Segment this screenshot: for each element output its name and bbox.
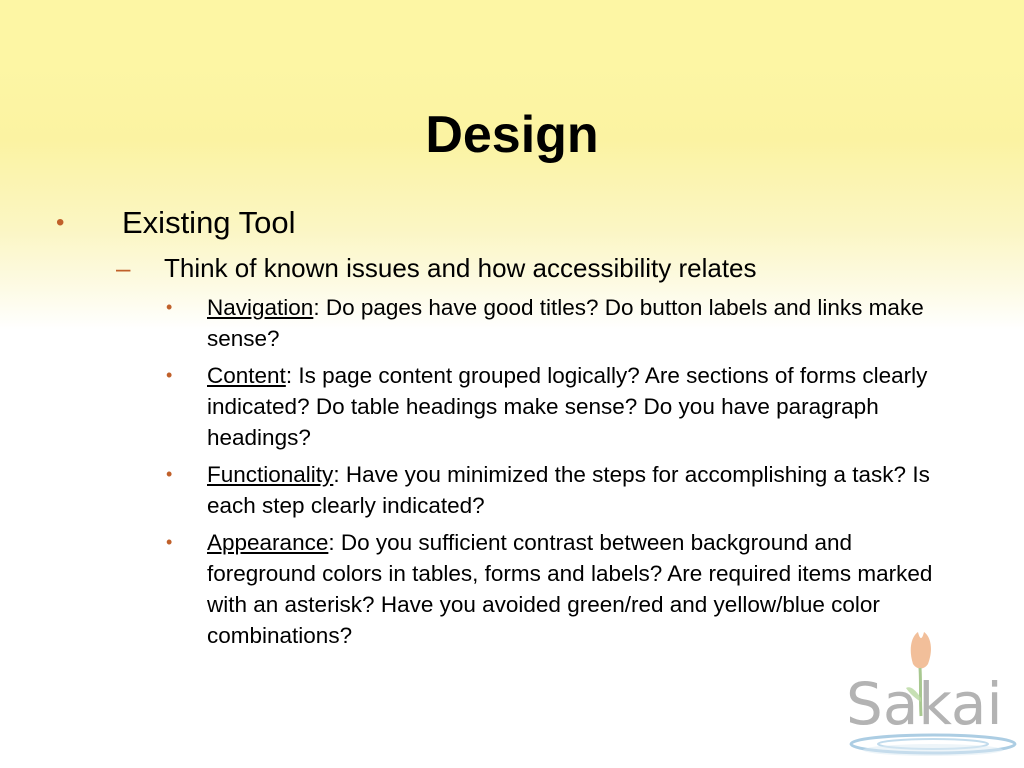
bullet-level1-text: Existing Tool [122, 205, 296, 240]
logo-text: Sakai [846, 670, 1003, 738]
dash-marker: – [116, 253, 131, 283]
list-item-content [166, 360, 966, 453]
sakai-logo [838, 628, 1018, 760]
bullet-marker: • [166, 532, 173, 552]
item-text: : Do you sufficient contrast between background and foreground colors in tables, forms and labels? Are required items marked with an asterisk? Have you avoided green/red and yellow/blue color combinations? [207, 530, 933, 648]
slide-title: Design [425, 106, 599, 164]
list-item-navigation [166, 292, 966, 354]
item-text: : Do pages have good titles? Do button labels and links make sense? [207, 295, 924, 351]
bullet-marker: • [166, 464, 173, 484]
item-term: Navigation [207, 295, 314, 320]
list-item-functionality [166, 459, 966, 521]
bullet-level2-text: Think of known issues and how accessibility relates [164, 253, 757, 283]
ripple-icon [851, 735, 1015, 756]
item-term: Appearance [207, 530, 329, 555]
bullet-level3-list [166, 292, 966, 657]
item-term: Functionality [207, 462, 334, 487]
item-text: : Is page content grouped logically? Are sections of forms clearly indicated? Do table headings make sense? Do you have paragraph headings? [207, 363, 928, 450]
item-text: : Have you minimized the steps for accomplishing a task? Is each step clearly indicated? [207, 462, 930, 518]
item-term: Content [207, 363, 286, 388]
bullet-marker: • [166, 365, 173, 385]
bullet-marker: • [56, 209, 65, 236]
bullet-marker: • [166, 297, 173, 317]
